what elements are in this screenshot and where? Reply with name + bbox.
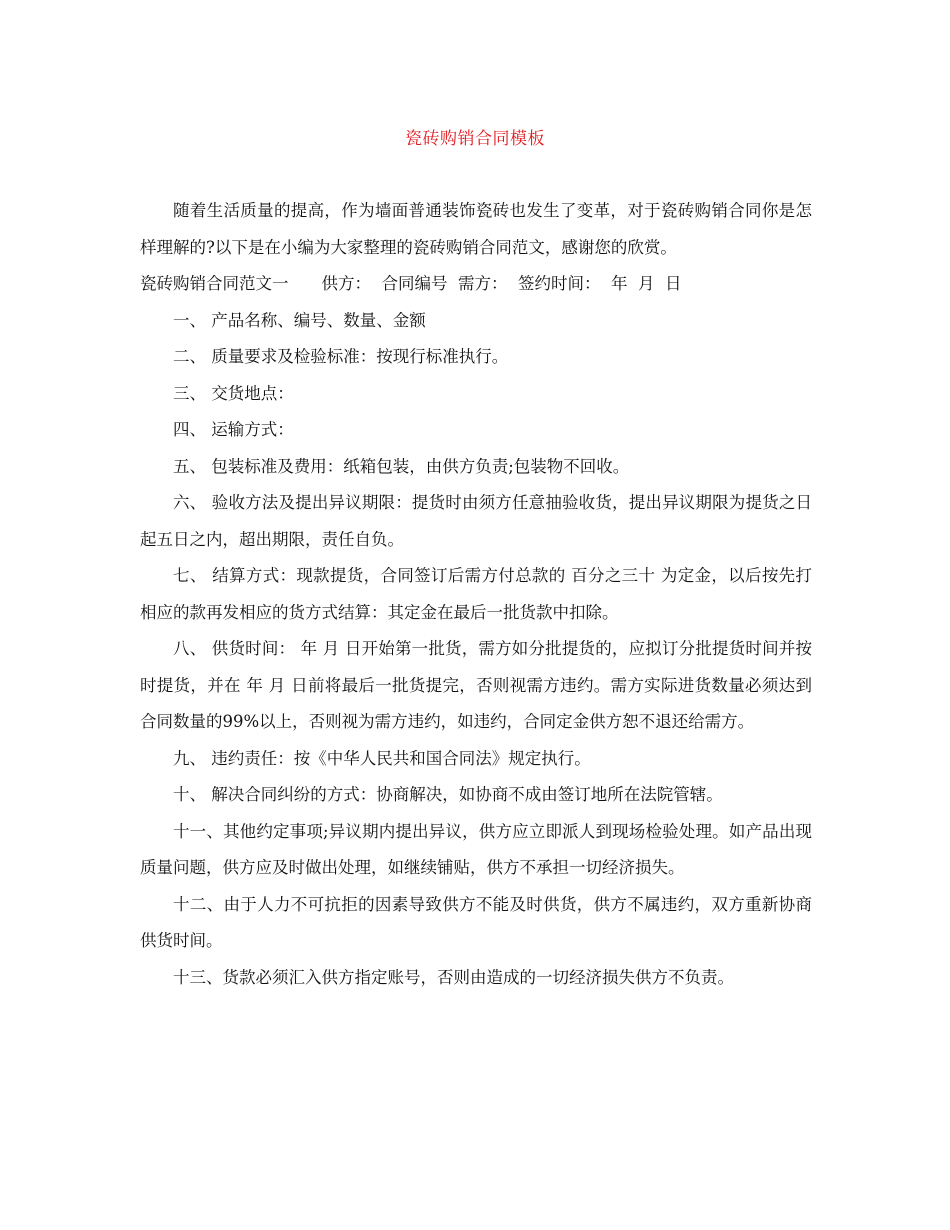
clause-5: 五、 包装标准及费用：纸箱包装，由供方负责;包装物不回收。 <box>173 456 630 476</box>
intro-paragraph: 随着生活质量的提高，作为墙面普通装饰瓷砖也发生了变革，对于瓷砖购销合同你是怎样理解的?以下是在小编为大家整理的瓷砖购销合同范文，感谢您的欣赏。 <box>140 201 812 257</box>
clause-8: 八、 供货时间： 年 月 日开始第一批货，需方如分批提货的，应拟订分批提货时间并按时提货，并在 年 月 日前将最后一批货提完，否则视需方违约。需方实际进货数量必须达到合同数量的99%以上，否则视为需方违约，如违约，合同定金供方恕不退还给需方。 <box>140 639 812 731</box>
clause-11: 十一、其他约定事项;异议期内提出异议，供方应立即派人到现场检验处理。如产品出现质量问题，供方应及时做出处理，如继续铺贴，供方不承担一切经济损失。 <box>140 821 812 877</box>
contract-header: 瓷砖购销合同范文一 供方： 合同编号 需方： 签约时间： 年 月 日 <box>140 274 682 293</box>
document-body <box>140 193 812 996</box>
clause-3: 三、 交货地点： <box>173 383 294 403</box>
clause-12: 十二、由于人力不可抗拒的因素导致供方不能及时供货，供方不属违约，双方重新协商供货时间。 <box>140 894 812 950</box>
clause-9: 九、 违约责任：按《中华人民共和国合同法》规定执行。 <box>173 748 591 768</box>
clause-4: 四、 运输方式： <box>173 420 294 439</box>
clause-7: 七、 结算方式：现款提货，合同签订后需方付总款的 百分之三十 为定金，以后按先打相应的款再发相应的货方式结算：其定金在最后一批货款中扣除。 <box>140 566 812 622</box>
clause-6: 六、 验收方法及提出异议期限：提货时由须方任意抽验收货，提出异议期限为提货之日起五日之内，超出期限，责任自负。 <box>140 493 812 549</box>
clause-2: 二、 质量要求及检验标准：按现行标准执行。 <box>173 347 509 366</box>
document-title: 瓷砖购销合同模板 <box>405 129 545 149</box>
clause-10: 十、 解决合同纠纷的方式：协商解决，如协商不成由签订地所在法院管辖。 <box>173 785 723 804</box>
clause-13: 十三、货款必须汇入供方指定账号，否则由造成的一切经济损失供方不负责。 <box>173 967 734 987</box>
clause-1: 一、 产品名称、编号、数量、金额 <box>173 310 426 330</box>
